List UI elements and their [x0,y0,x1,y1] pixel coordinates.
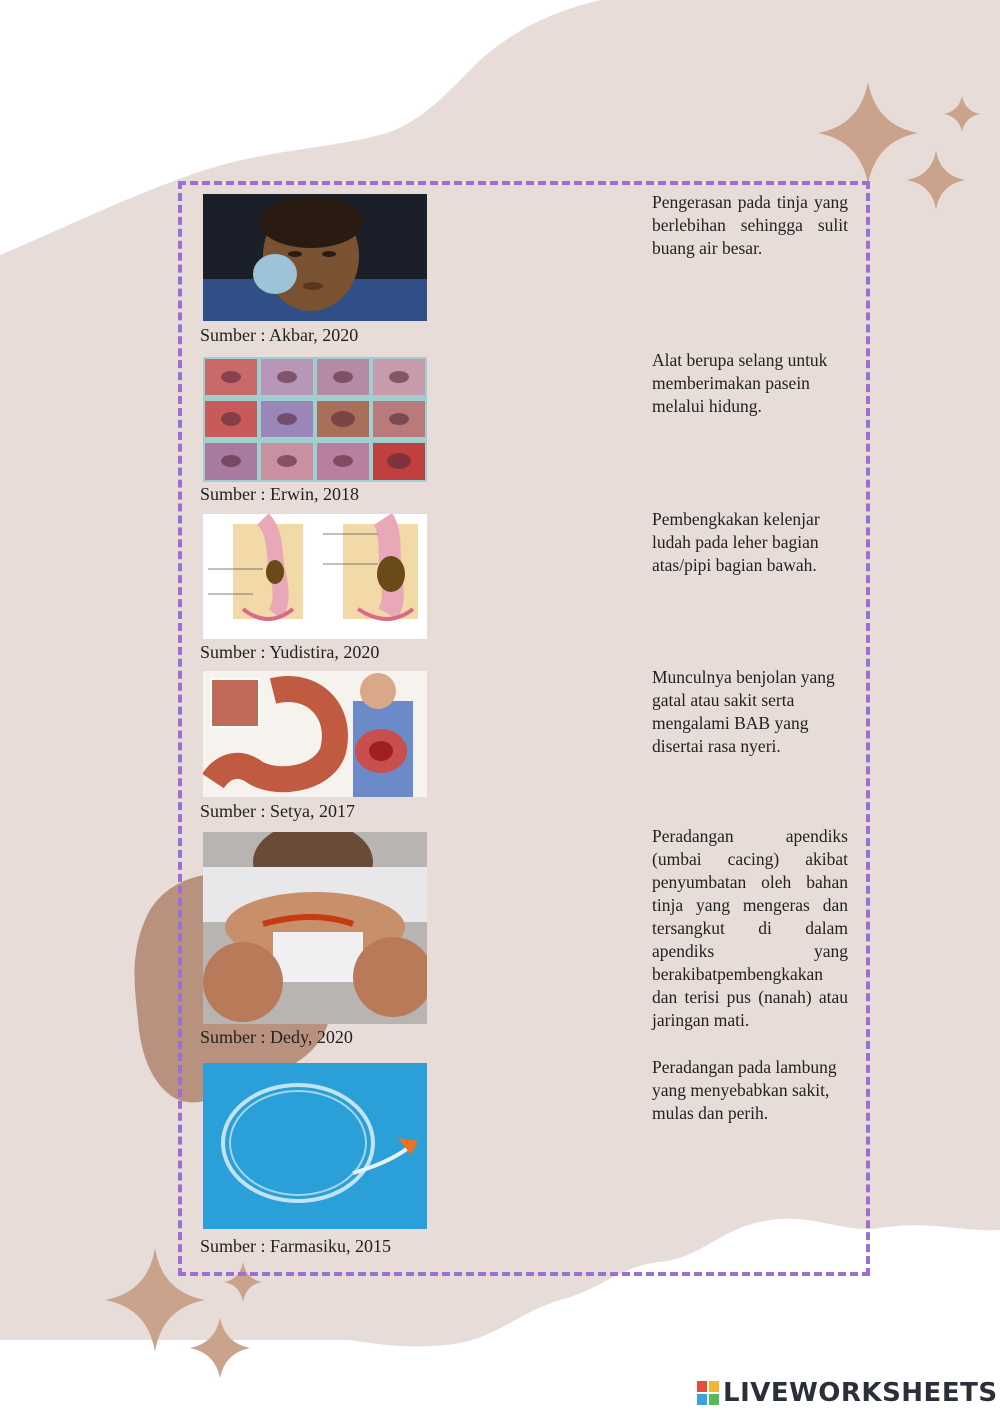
description: Pengerasan pada tinja yang berlebihan sehingga sulit buang air besar. [652,192,848,258]
liveworksheets-logo-icon [697,1381,719,1405]
anal-lesions-grid-photo-icon [203,357,427,482]
liveworksheets-logo[interactable] [697,1378,998,1408]
baby-surgery-scar-photo-icon [203,832,427,1024]
logo-text: LIVEWORKSHEETS [723,1378,998,1408]
caption: Sumber : Dedy, 2020 [200,1027,353,1047]
description: Pembengkakan kelenjar ludah pada leher bagian atas/pipi bagian bawah. [652,509,820,575]
description: Peradangan pada lambung yang menyebabkan sakit, mulas dan perih. [652,1057,837,1123]
caption: Sumber : Yudistira, 2020 [200,642,380,662]
caption: Sumber : Erwin, 2018 [200,484,359,504]
child-swollen-cheek-photo-icon [203,194,427,321]
caption: Sumber : Akbar, 2020 [200,325,359,345]
description: Alat berupa selang untuk memberimakan pasein melalui hidung. [652,350,828,416]
description: Munculnya benjolan yang gatal atau sakit serta mengalami BAB yang disertai rasa nyeri. [652,667,835,756]
caption: Sumber : Farmasiku, 2015 [200,1236,391,1256]
caption: Sumber : Setya, 2017 [200,801,355,821]
stomach-pain-illustration-icon [203,671,427,797]
description: Peradangan apendiks (umbai cacing) akibat penyumbatan oleh bahan tinja yang mengeras dan tersangkut di dalam apendiks yang berakibatpembengkakan dan terisi pus (nanah) atau jaringan mati. [652,826,848,1030]
feeding-tube-photo-icon [203,1063,427,1229]
constipation-diagram-icon [203,514,427,639]
